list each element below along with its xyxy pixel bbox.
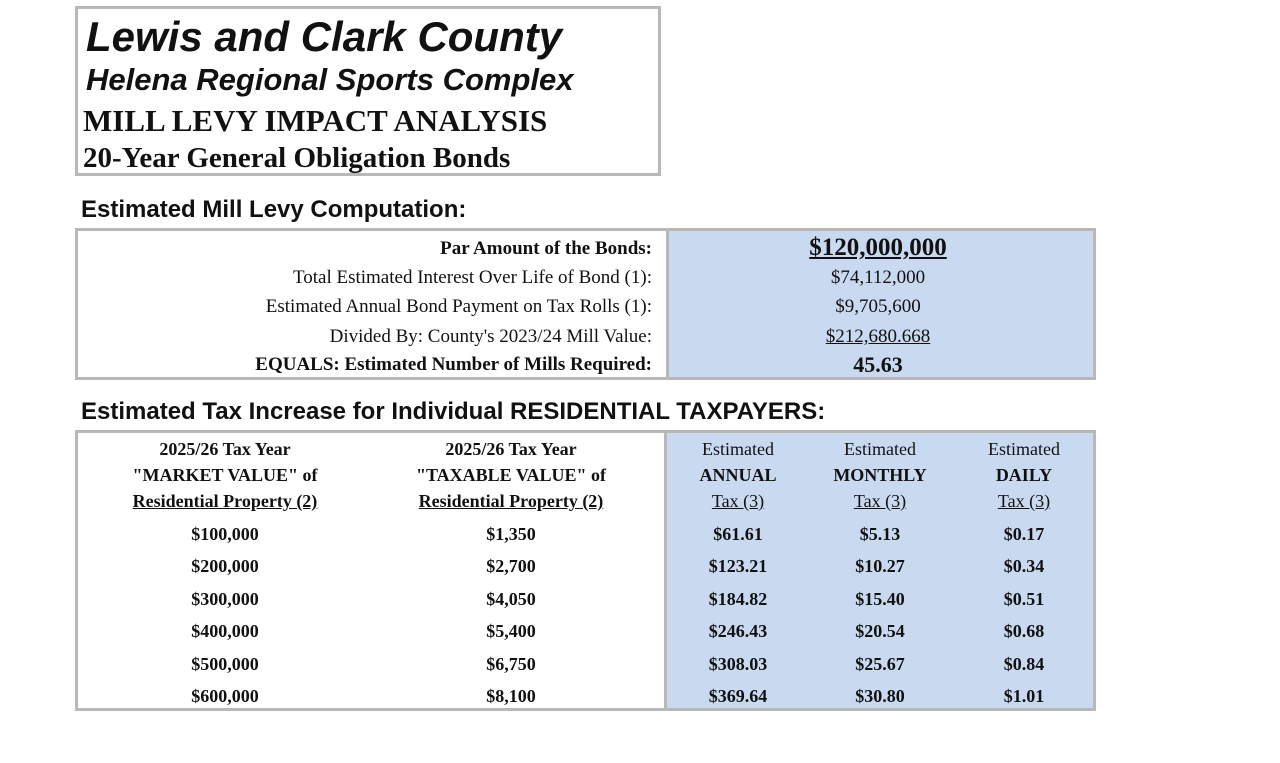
levy-section-heading: Estimated Mill Levy Computation: (81, 196, 467, 223)
column-header-line: Tax (3) (711, 491, 765, 511)
table-cell: $0.17 (1003, 524, 1045, 544)
column-header-line: Tax (3) (853, 491, 907, 511)
table-cell: $184.82 (708, 589, 768, 609)
residential-tax-table (75, 430, 1096, 711)
table-cell: $10.27 (855, 556, 905, 576)
column-header-line: Estimated (988, 439, 1060, 459)
column-header-line: Residential Property (2) (418, 491, 604, 511)
column-market-value (110, 433, 340, 708)
table-cell: $0.84 (1003, 654, 1045, 674)
table-cell: $246.43 (708, 621, 768, 641)
levy-row-total-interest (78, 263, 1093, 293)
residential-section-heading: Estimated Tax Increase for Individual RESIDENTIAL TAXPAYERS: (81, 398, 826, 425)
table-cell: $15.40 (855, 589, 905, 609)
table-cell: $5,400 (486, 621, 536, 641)
analysis-title: MILL LEVY IMPACT ANALYSIS (83, 103, 548, 138)
table-cell: $8,100 (486, 686, 536, 706)
table-cell: $0.34 (1003, 556, 1045, 576)
column-monthly-tax (818, 433, 942, 708)
table-cell: $1,350 (486, 524, 536, 544)
table-cell: $20.54 (855, 621, 905, 641)
table-cell: $30.80 (855, 686, 905, 706)
levy-row-mills-required (78, 350, 1093, 380)
column-annual-tax (678, 433, 798, 708)
column-header-line: "TAXABLE VALUE" of (415, 465, 607, 485)
table-cell: $6,750 (486, 654, 536, 674)
column-header-line: MONTHLY (833, 465, 927, 485)
column-header-line: Residential Property (2) (132, 491, 318, 511)
levy-label: Estimated Annual Bond Payment on Tax Rolls (1): (265, 296, 652, 317)
table-cell: $25.67 (855, 654, 905, 674)
table-cell: $200,000 (191, 556, 259, 576)
project-name: Helena Regional Sports Complex (86, 62, 574, 97)
table-cell: $123.21 (708, 556, 768, 576)
levy-value: $120,000,000 (809, 234, 947, 261)
table-cell: $500,000 (191, 654, 259, 674)
table-cell: $100,000 (191, 524, 259, 544)
county-name: Lewis and Clark County (86, 13, 563, 60)
table-cell: $600,000 (191, 686, 259, 706)
levy-label: Par Amount of the Bonds: (440, 238, 652, 259)
column-header-line: Tax (3) (997, 491, 1051, 511)
table-cell: $300,000 (191, 589, 259, 609)
table-cell: $2,700 (486, 556, 536, 576)
levy-label: Divided By: County's 2023/24 Mill Value: (329, 326, 652, 347)
column-header-line: Estimated (844, 439, 916, 459)
table-cell: $4,050 (486, 589, 536, 609)
levy-label: EQUALS: Estimated Number of Mills Required: (255, 354, 652, 375)
column-header-line: DAILY (995, 465, 1053, 485)
levy-row-annual-payment (78, 292, 1093, 322)
table-cell: $0.68 (1003, 621, 1045, 641)
table-cell: $1.01 (1003, 686, 1045, 706)
levy-value: $74,112,000 (830, 267, 926, 288)
column-taxable-value (396, 433, 626, 708)
levy-label: Total Estimated Interest Over Life of Bond (1): (292, 267, 652, 288)
column-header-line: Estimated (702, 439, 774, 459)
levy-row-mill-value (78, 322, 1093, 352)
column-daily-tax (964, 433, 1084, 708)
table-cell: $0.51 (1003, 589, 1045, 609)
column-header-line: ANNUAL (699, 465, 777, 485)
table-cell: $5.13 (859, 524, 901, 544)
levy-value: $9,705,600 (835, 296, 921, 317)
levy-computation-table (75, 228, 1096, 380)
column-header-line: 2025/26 Tax Year (445, 439, 577, 459)
table-cell: $308.03 (708, 654, 768, 674)
column-header-line: "MARKET VALUE" of (132, 465, 318, 485)
column-header-line: 2025/26 Tax Year (159, 439, 291, 459)
table-cell: $61.61 (713, 524, 763, 544)
title-block (75, 6, 661, 176)
table-cell: $400,000 (191, 621, 259, 641)
levy-row-par-amount (78, 234, 1093, 264)
bond-type: 20-Year General Obligation Bonds (83, 142, 511, 174)
table-cell: $369.64 (708, 686, 768, 706)
levy-value: $212,680.668 (825, 326, 931, 347)
levy-value: 45.63 (853, 352, 903, 377)
